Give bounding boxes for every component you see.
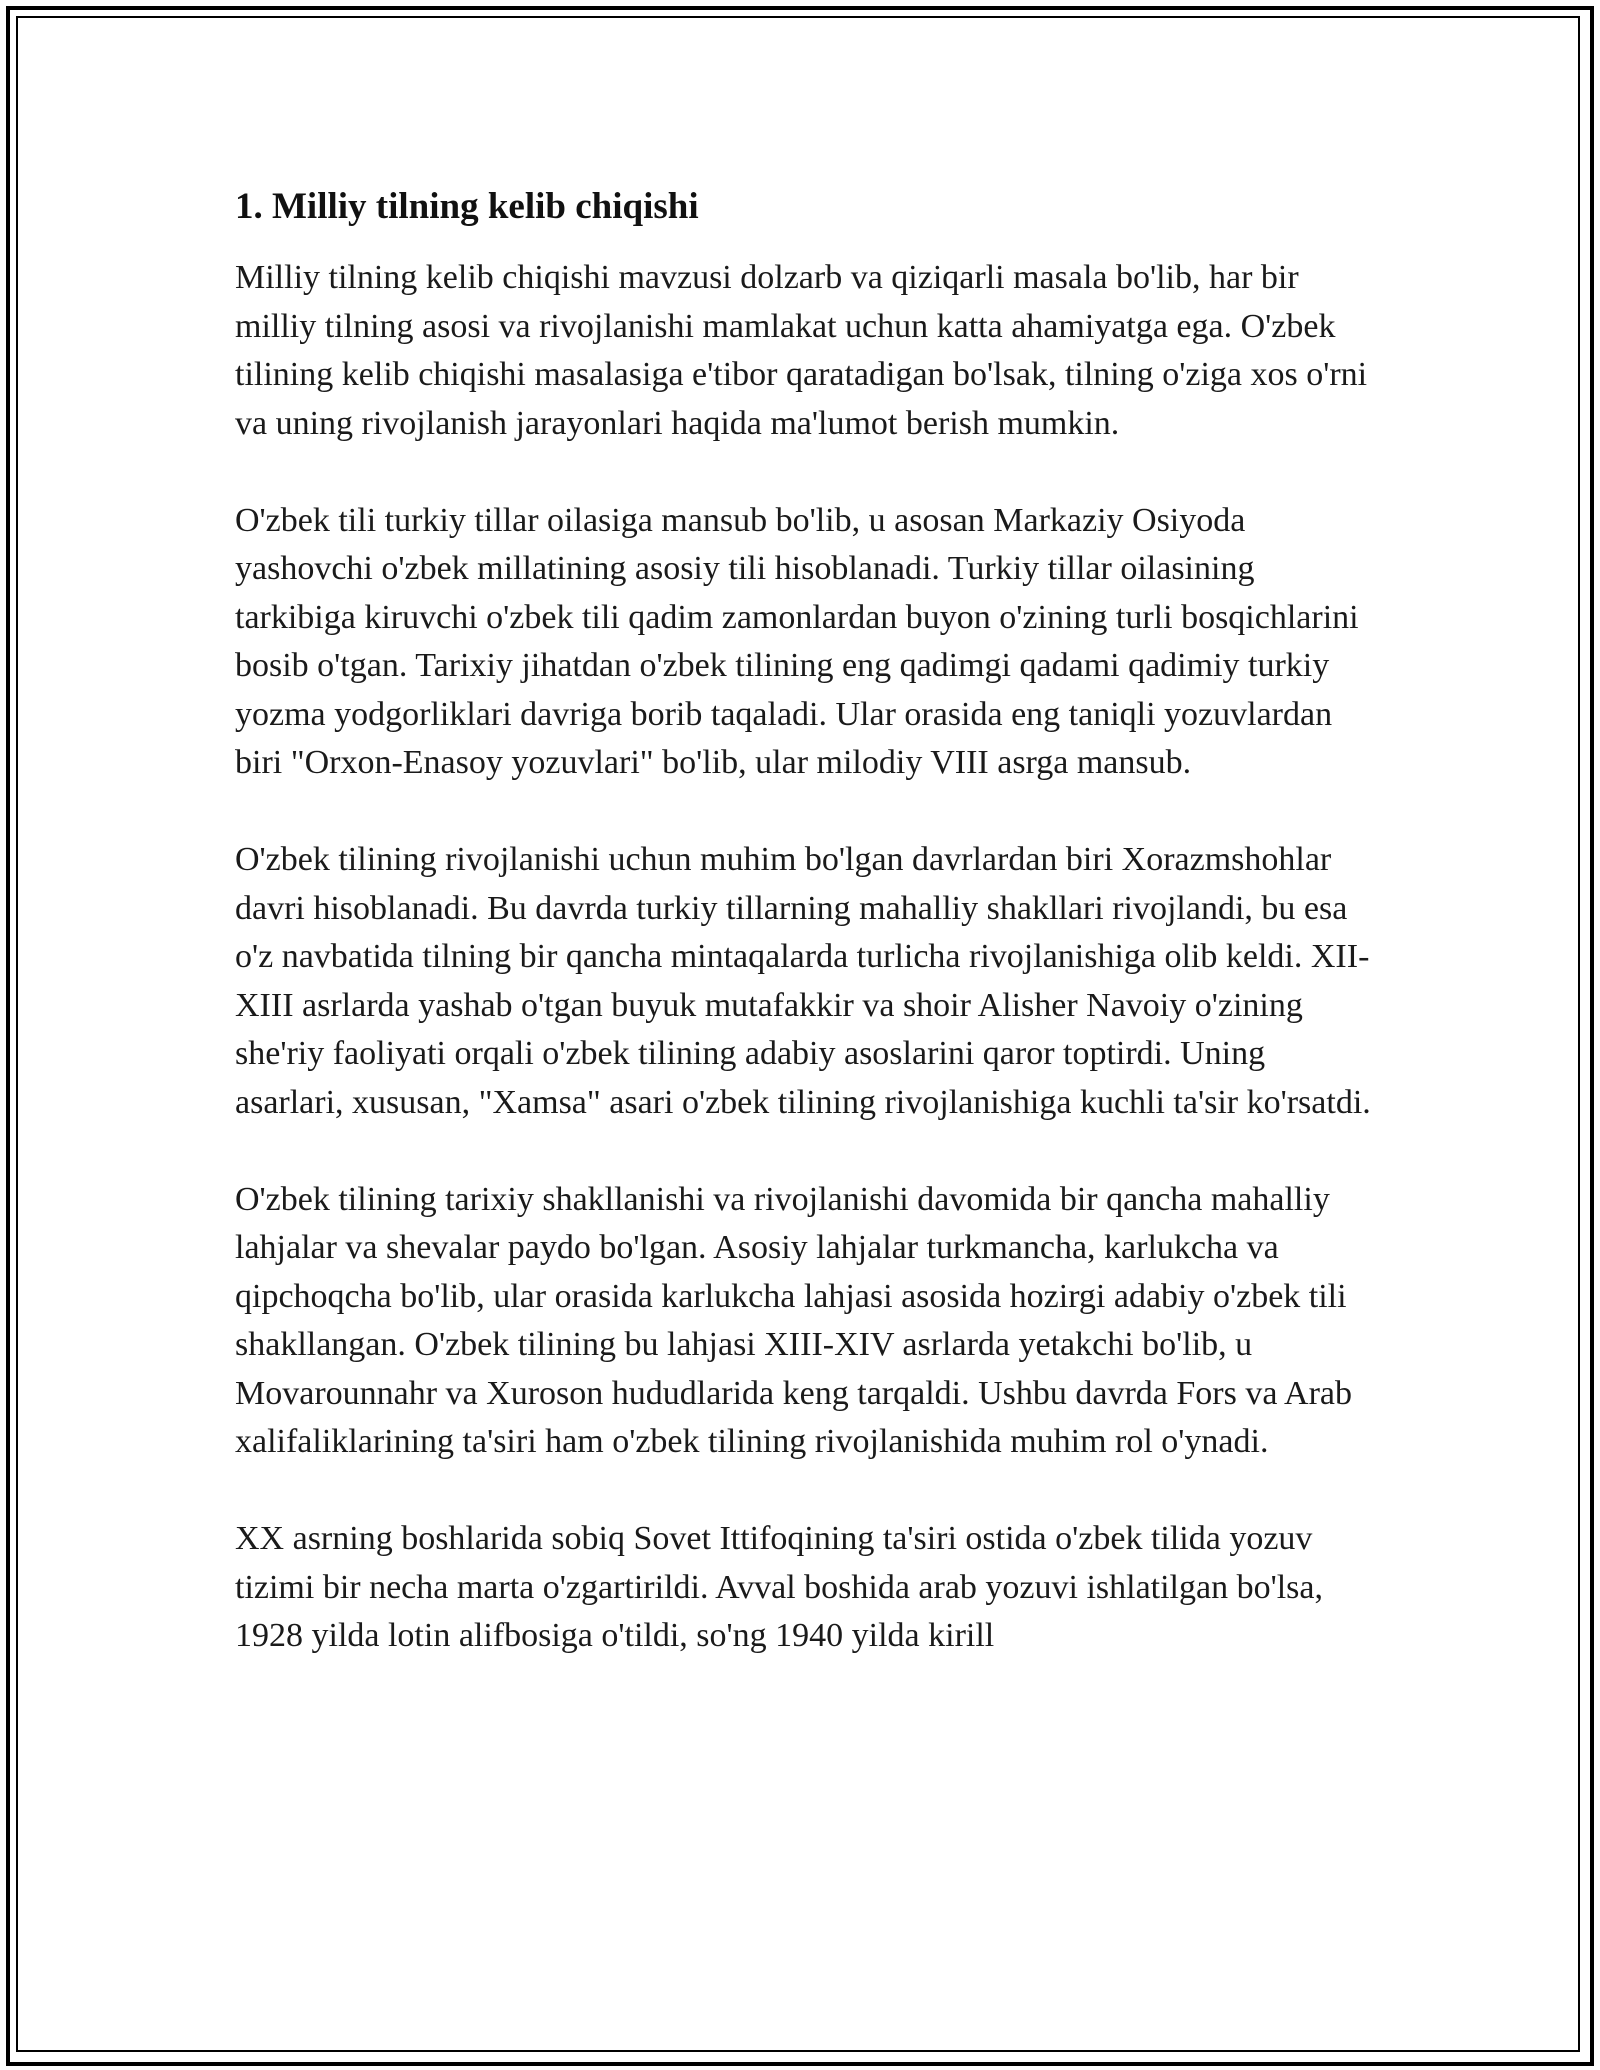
paragraph-1: Milliy tilning kelib chiqishi mavzusi dolzarb va qiziqarli masala bo'lib, har bir milliy tilning asosi va rivojlanishi mamlakat uchun katta ahamiyatga ega. O'zbek tilining kelib chiqishi masalasiga e'tibor qaratadigan bo'lsak, tilning o'ziga xos o'rni va uning rivojlanish jarayonlari haqida ma'lumot berish mumkin. (235, 259, 1368, 442)
paragraph-3: O'zbek tilining rivojlanishi uchun muhim bo'lgan davrlardan biri Xorazmshohlar davri hisoblanadi. Bu davrda turkiy tillarning mahalliy shakllari rivojlandi, bu esa o'z navbatida tilning bir qancha mintaqalarda turlicha rivojlanishiga olib keldi. XII-XIII asrlarda yashab o'tgan buyuk mutafakkir va shoir Alisher Navoiy o'zining she'riy faoliyati orqali o'zbek tilining adabiy asoslarini qaror toptirdi. Uning asarlari, xususan, "Xamsa" asari o'zbek tilining rivojlanishiga kuchli ta'sir ko'rsatdi. (235, 841, 1371, 1121)
document-body (235, 183, 1375, 1661)
paragraph-5: XX asrning boshlarida sobiq Sovet Ittifoqining ta'siri ostida o'zbek tilida yozuv tizimi bir necha marta o'zgartirildi. Avval boshida arab yozuvi ishlatilgan bo'lsa, 1928 yilda lotin alifbosiga o'tildi, so'ng 1940 yilda kirill (235, 1520, 1323, 1654)
page-title: 1. Milliy tilning kelib chiqishi (235, 186, 699, 227)
paragraph-4: O'zbek tilining tarixiy shakllanishi va rivojlanishi davomida bir qancha mahalliy lahjalar va shevalar paydo bo'lgan. Asosiy lahjalar turkmancha, karlukcha va qipchoqcha bo'lib, ular orasida karlukcha lahjasi asosida hozirgi adabiy o'zbek tili shakllangan. O'zbek tilining bu lahjasi XIII-XIV asrlarda yetakchi bo'lib, u Movarounnahr va Xuroson hududlarida keng tarqaldi. Ushbu davrda Fors va Arab xalifaliklarining ta'siri ham o'zbek tilining rivojlanishida muhim rol o'ynadi. (235, 1180, 1353, 1460)
paragraph-2: O'zbek tili turkiy tillar oilasiga mansub bo'lib, u asosan Markaziy Osiyoda yashovchi o'zbek millatining asosiy tili hisoblanadi. Turkiy tillar oilasining tarkibiga kiruvchi o'zbek tili qadim zamonlardan buyon o'zining turli bosqichlarini bosib o'tgan. Tarixiy jihatdan o'zbek tilining eng qadimgi qadami qadimiy turkiy yozma yodgorliklari davriga borib taqaladi. Ular orasida eng taniqli yozuvlardan biri "Orxon-Enasoy yozuvlari" bo'lib, ular milodiy VIII asrga mansub. (235, 501, 1359, 781)
